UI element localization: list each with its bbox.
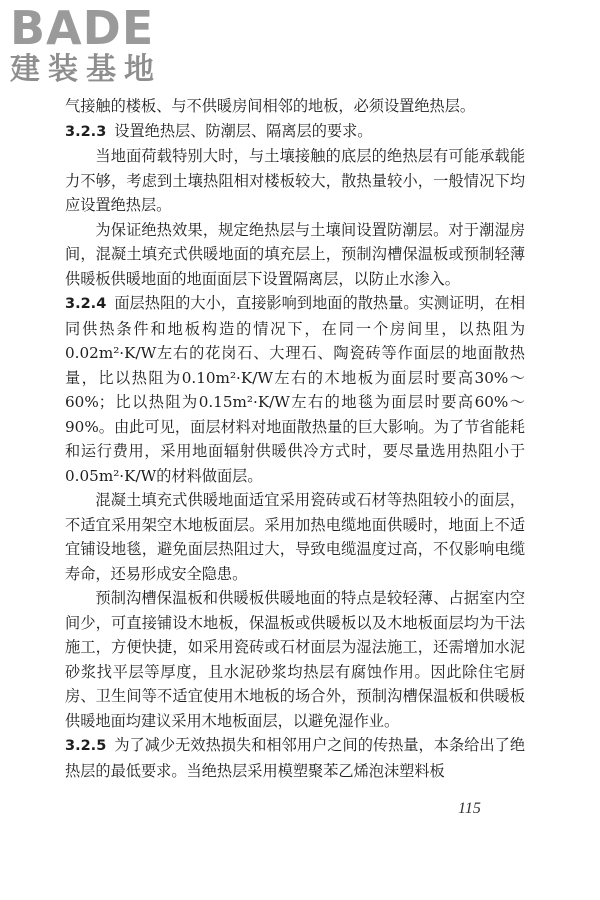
page-body (65, 94, 525, 783)
page-number: 115 (458, 800, 481, 817)
section-number: 3.2.3 (65, 123, 107, 140)
section-3-2-3 (65, 119, 525, 145)
section-text: 为了减少无效热损失和相邻用户之间的传热量，本条给出了绝热层的最低要求。当绝热层采用模塑聚苯乙烯泡沫塑料板 (65, 736, 525, 780)
section-number: 3.2.4 (65, 296, 107, 312)
section-text: 设置绝热层、防潮层、隔离层的要求。 (114, 121, 373, 140)
section-text: 面层热阻的大小，直接影响到地面的散热量。实测证明，在相同供热条件和地板构造的情况下，在同一个房间里，以热阻为0.02m²·K/W左右的花岗石、大理石、陶瓷砖等作面层的地面散热量，比以热阻为0.10m²·K/W左右的木地板为面层时要高30%～60%；比以热阻为0.15m²·K/W左右的地毯为面层时要高60%～90%。由此可见，面层材料对地面散热量的巨大影响。为了节省能耗和运行费用，采用地面辐射供暖供冷方式时，要尽量选用热阻小于0.05m²·K/W的材料做面层。 (65, 294, 525, 485)
logo-text-top: BADE (10, 1, 155, 55)
logo-wordmark (10, 1, 180, 55)
bade-logo (10, 1, 180, 88)
section-number: 3.2.5 (65, 738, 107, 754)
paragraph: 预制沟槽保温板和供暖板供暖地面的特点是较轻薄、占据室内空间少，可直接铺设木地板，保温板或供暖板以及木地板面层均为干法施工，方便快捷，如采用瓷砖或石材面层为湿法施工，还需增加水泥砂浆找平层等厚度，且水泥砂浆均热层有腐蚀作用。因此除住宅厨房、卫生间等不适宜使用木地板的场合外，预制沟槽保温板和供暖板供暖地面均建议采用木地板面层，以避免湿作业。 (65, 589, 525, 730)
paragraph-continuation (65, 94, 525, 119)
section-3-2-4 (65, 291, 525, 488)
logo-subtitle: 建装基地 (10, 52, 162, 87)
section-3-2-5 (65, 733, 525, 783)
paragraph: 为保证绝热效果，规定绝热层与土壤间设置防潮层。对于潮湿房间，混凝土填充式供暖地面的填充层上，预制沟槽保温板或预制轻薄供暖板供暖地面的地面面层下设置隔离层，以防止水渗入。 (65, 220, 525, 288)
paragraph: 混凝土填充式供暖地面适宜采用瓷砖或石材等热阻较小的面层，不适宜采用架空木地板面层。采用加热电缆地面供暖时，地面上不适宜铺设地毯，避免面层热阻过大，导致电缆温度过高，不仅影响电缆寿命，还易形成安全隐患。 (65, 491, 525, 583)
paragraph: 当地面荷载特别大时，与土壤接触的底层的绝热层有可能承载能力不够，考虑到土壤热阻相对楼板较大，散热量较小，一般情况下均应设置绝热层。 (65, 147, 525, 214)
paragraph-text: 气接触的楼板、与不供暖房间相邻的地板，必须设置绝热层。 (65, 97, 476, 115)
